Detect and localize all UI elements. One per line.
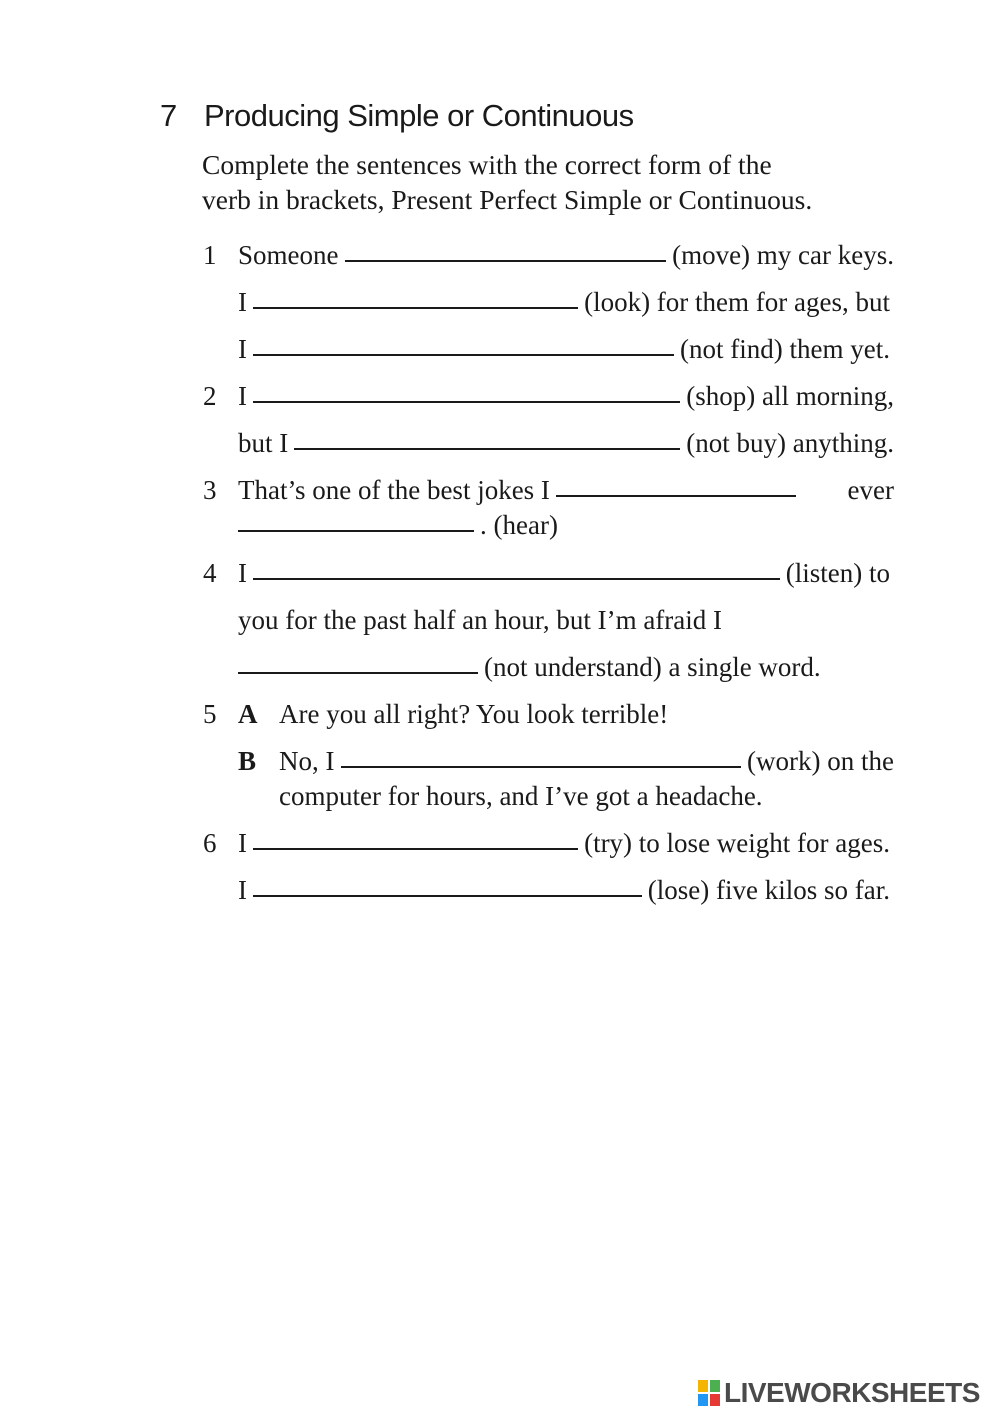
- exercise-number: 7: [160, 98, 177, 133]
- text-before-blank: No, I: [279, 746, 335, 776]
- sentence-line: [238, 285, 890, 319]
- dialogue-line: computer for hours, and I’ve got a headache.: [279, 781, 763, 811]
- instructions: [202, 147, 922, 217]
- text-before-blank: but I: [238, 428, 289, 458]
- liveworksheets-logo-text: LIVEWORKSHEETS: [724, 1377, 980, 1408]
- dialogue-line: [279, 744, 894, 778]
- text-before-blank: I: [238, 875, 247, 905]
- text-after-blank: (not find) them yet.: [680, 334, 890, 364]
- text-before-blank: I: [238, 334, 247, 364]
- sentence-line: [238, 379, 894, 413]
- text-after-blank: (look) for them for ages, but: [584, 287, 890, 317]
- text-after-blank: . (hear): [480, 510, 558, 540]
- item-number: 1: [203, 240, 217, 270]
- liveworksheets-logo: [698, 1378, 980, 1408]
- sentence-line: [238, 426, 894, 460]
- text-before-blank: I: [238, 828, 247, 858]
- text-after-blank: (move) my car keys.: [672, 240, 894, 270]
- sentence-text: you for the past half an hour, but I’m afraid I: [238, 605, 723, 635]
- text-after-blank: (shop) all morning,: [686, 381, 894, 411]
- answer-blank[interactable]: [556, 494, 796, 497]
- text-before-blank: I: [238, 558, 247, 588]
- speaker-label: B: [238, 746, 257, 776]
- text-after-blank: (work) on the: [747, 746, 894, 776]
- answer-blank[interactable]: [253, 847, 578, 850]
- item-number: 4: [203, 558, 217, 588]
- item-number: 2: [203, 381, 217, 411]
- exercise-title: Producing Simple or Continuous: [204, 98, 634, 133]
- text-after-blank: (not buy) anything.: [686, 428, 894, 458]
- answer-blank[interactable]: [253, 306, 578, 309]
- sentence-line: [238, 238, 894, 272]
- sentence-line: [238, 873, 890, 907]
- dialogue-line: Are you all right? You look terrible!: [279, 699, 669, 729]
- answer-blank[interactable]: [238, 529, 474, 532]
- text-after-blank: (not understand) a single word.: [484, 652, 821, 682]
- answer-blank[interactable]: [253, 894, 642, 897]
- sentence-line: [238, 556, 890, 590]
- text-before-blank: That’s one of the best jokes I: [238, 475, 550, 505]
- answer-blank[interactable]: [253, 353, 674, 356]
- text-before-blank: I: [238, 381, 247, 411]
- sentence-line: [238, 473, 894, 507]
- liveworksheets-logo-icon: [698, 1380, 722, 1406]
- text-before-blank: Someone: [238, 240, 339, 270]
- text-after-blank: (lose) five kilos so far.: [647, 875, 890, 905]
- sentence-line: [238, 332, 890, 366]
- instructions-line: Complete the sentences with the correct form of the: [202, 149, 772, 180]
- speaker-label: A: [238, 699, 258, 729]
- sentence-line: [238, 650, 821, 684]
- answer-blank[interactable]: [238, 671, 478, 674]
- item-number: 3: [203, 475, 217, 505]
- item-number: 5: [203, 699, 217, 729]
- text-after-blank: (listen) to: [785, 558, 890, 588]
- answer-blank[interactable]: [341, 765, 742, 768]
- sentence-line: [238, 826, 890, 860]
- answer-blank[interactable]: [253, 400, 680, 403]
- text-after-blank: ever: [847, 475, 894, 505]
- answer-blank[interactable]: [294, 447, 680, 450]
- sentence-line: [238, 508, 558, 542]
- text-before-blank: I: [238, 287, 247, 317]
- text-after-blank: (try) to lose weight for ages.: [584, 828, 890, 858]
- answer-blank[interactable]: [345, 259, 667, 262]
- instructions-line: verb in brackets, Present Perfect Simple or Continuous.: [202, 184, 813, 215]
- answer-blank[interactable]: [253, 577, 780, 580]
- item-number: 6: [203, 828, 217, 858]
- exercise-heading: [160, 98, 634, 134]
